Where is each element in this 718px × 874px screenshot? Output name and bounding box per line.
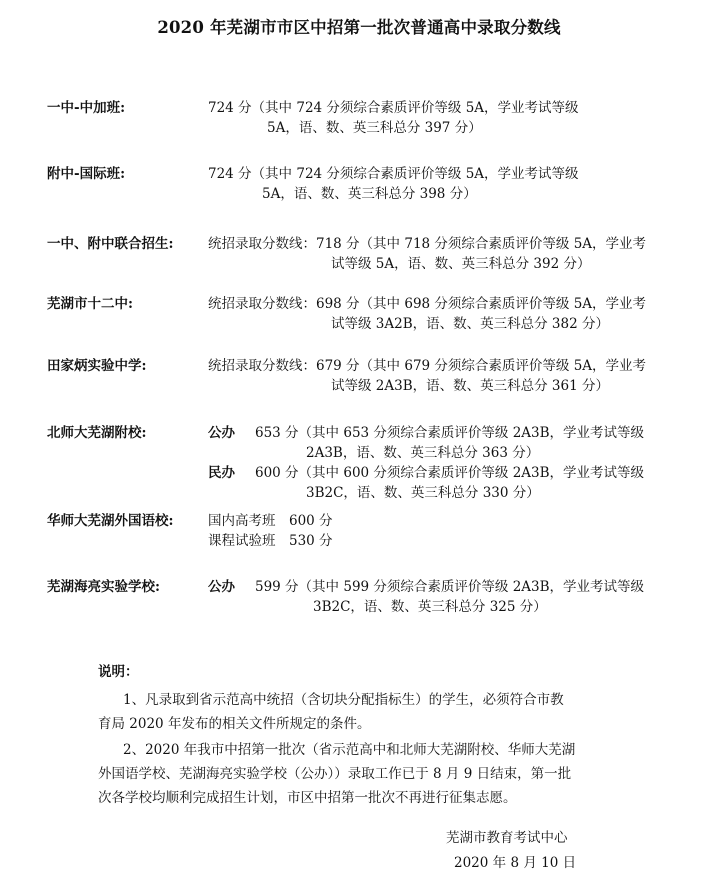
signature-date: 2020 年 8 月 10 日 [454,855,577,871]
score-line-cont: 2A3B，语、数、英三科总分 363 分） [306,445,540,461]
score-line: 统招录取分数线：679 分（其中 679 分须综合素质评价等级 5A，学业考 [208,358,647,374]
school-name: 田家炳实验中学: [47,358,147,374]
score-line-cont: 3B2C，语、数、英三科总分 325 分） [313,599,547,615]
score-line: 724 分（其中 724 分须综合素质评价等级 5A，学业考试等级 [208,166,579,182]
score-line-cont: 3B2C，语、数、英三科总分 330 分） [306,485,540,501]
score-line-cont: 试等级 2A3B，语、数、英三科总分 361 分） [331,378,609,394]
school-name: 芜湖海亮实验学校: [47,579,160,595]
score-line: 599 分（其中 599 分须综合素质评价等级 2A3B，学业考试等级 [255,579,645,595]
school-name: 芜湖市十二中: [47,296,133,312]
class-score: 课程试验班 530 分 [208,533,333,549]
note-paragraph: 2、2020 年我市中招第一批次（省示范高中和北师大芜湖附校、华师大芜湖 [123,742,576,758]
note-paragraph: 1、凡录取到省示范高中统招（含切块分配指标生）的学生，必须符合市教 [123,692,564,708]
score-line-cont: 5A，语、数、英三科总分 397 分） [267,120,482,136]
school-name: 附中-国际班: [47,166,126,182]
public-label: 公办 [208,579,235,595]
public-label: 公办 [208,425,235,441]
signature-org: 芜湖市教育考试中心 [446,830,568,846]
score-line: 统招录取分数线：718 分（其中 718 分须综合素质评价等级 5A，学业考 [208,236,647,252]
school-name: 华师大芜湖外国语校: [47,513,174,529]
score-line-cont: 5A，语、数、英三科总分 398 分） [262,186,477,202]
score-line: 600 分（其中 600 分须综合素质评价等级 2A3B，学业考试等级 [255,465,645,481]
note-paragraph-cont: 外国语学校、芜湖海亮实验学校（公办））录取工作已于 8 月 9 日结束，第一批 [98,766,572,782]
notes-heading: 说明： [98,664,139,680]
school-name: 一中-中加班: [47,100,126,116]
score-line-cont: 试等级 5A，语、数、英三科总分 392 分） [331,256,591,272]
score-line: 724 分（其中 724 分须综合素质评价等级 5A，学业考试等级 [208,100,579,116]
score-line: 统招录取分数线：698 分（其中 698 分须综合素质评价等级 5A，学业考 [208,296,647,312]
note-paragraph-cont: 育局 2020 年发布的相关文件所规定的条件。 [98,716,371,732]
page-title: 2020 年芜湖市市区中招第一批次普通高中录取分数线 [157,18,561,37]
score-line: 653 分（其中 653 分须综合素质评价等级 2A3B，学业考试等级 [255,425,645,441]
school-name: 一中、附中联合招生: [47,236,174,252]
private-label: 民办 [208,465,235,481]
class-score: 国内高考班 600 分 [208,513,333,529]
note-paragraph-cont: 次各学校均顺利完成招生计划，市区中招第一批次不再进行征集志愿。 [98,790,517,806]
school-name: 北师大芜湖附校: [47,425,147,441]
score-line-cont: 试等级 3A2B，语、数、英三科总分 382 分） [331,316,609,332]
